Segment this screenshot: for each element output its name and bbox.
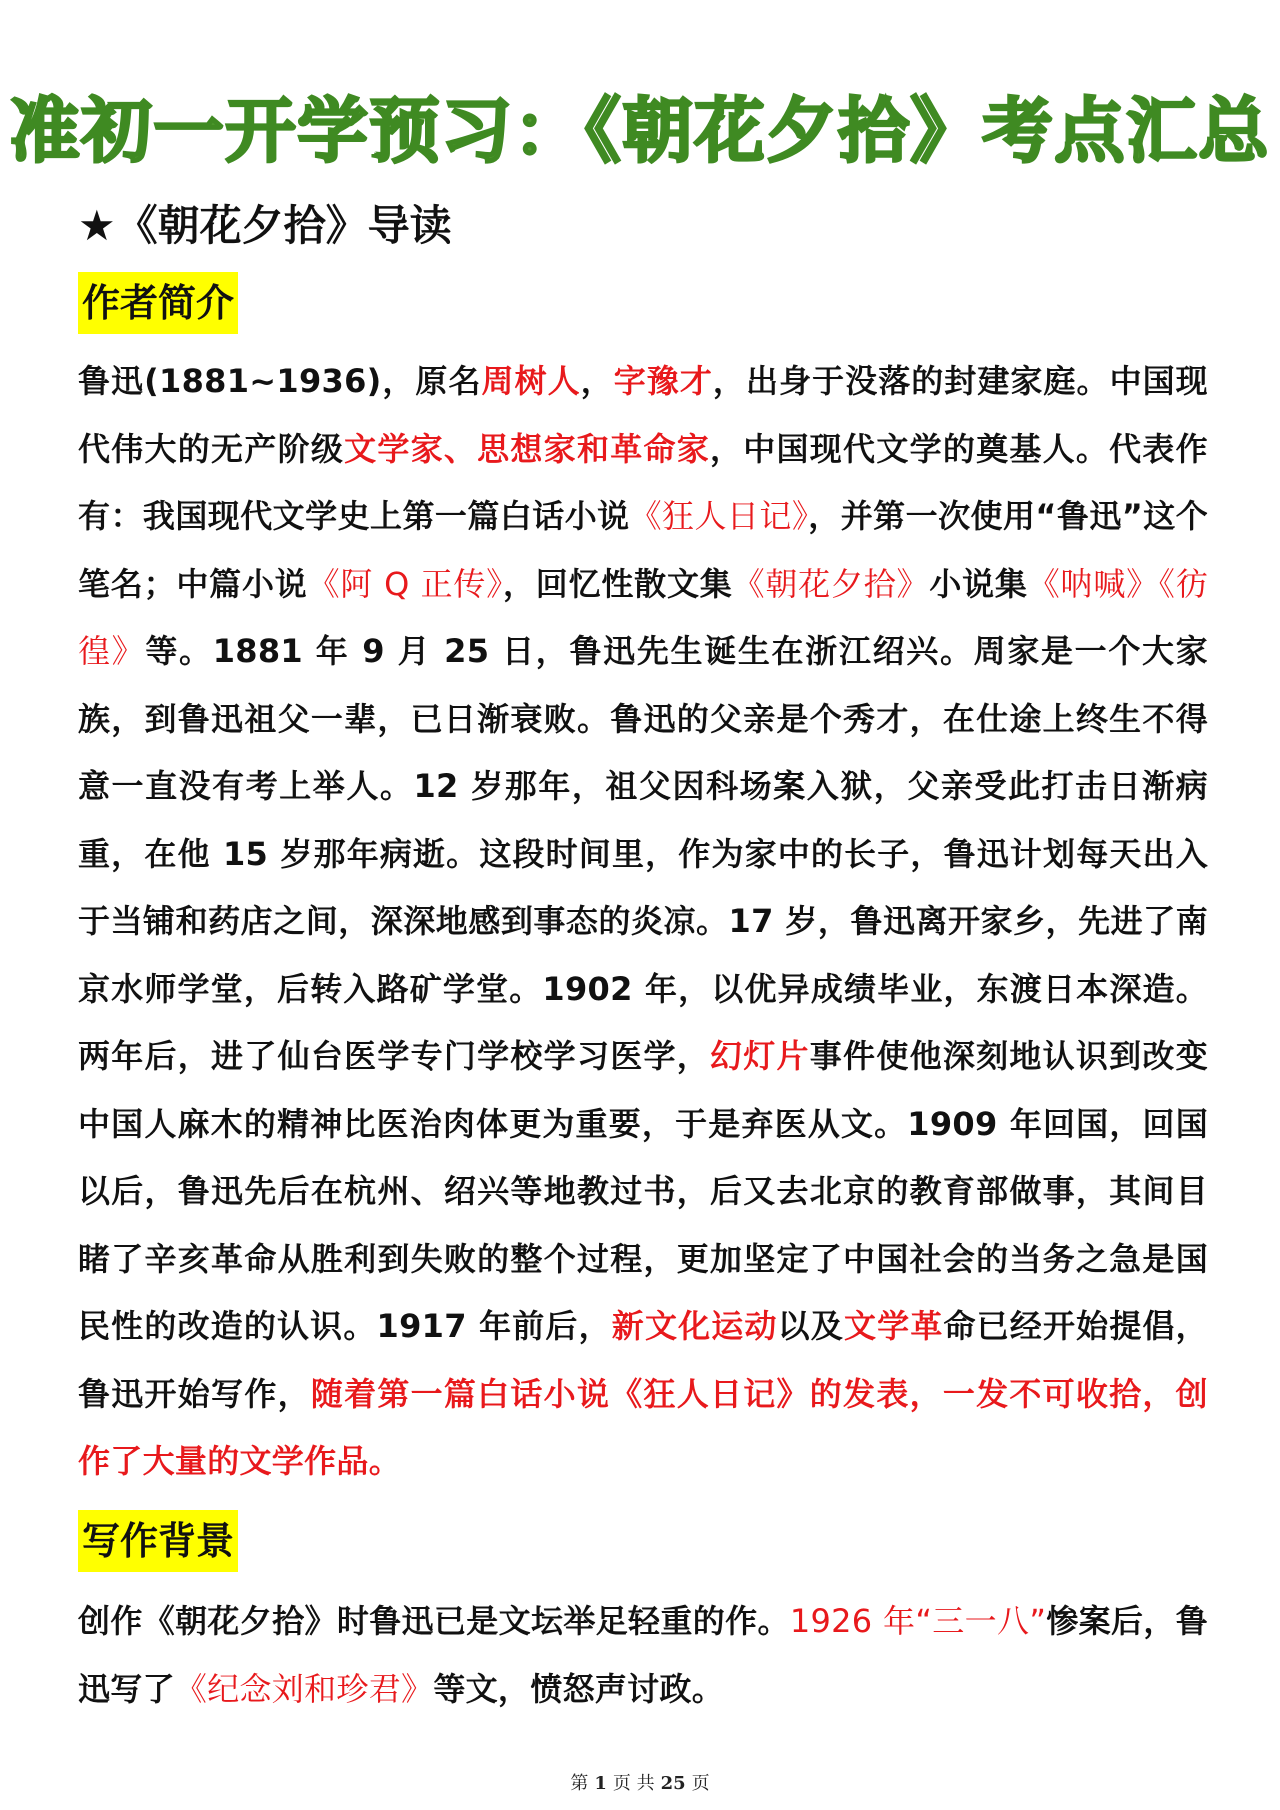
text-segment: 等。1881 年 9 月 25 日，鲁迅先生诞生在浙江绍兴。周家是一个大家族，到鲁迅祖父一辈，已日渐衰败。鲁迅的父亲是个秀才，在仕途上终生不得意一直没有考上举人。12 岁那年，祖父因科场案入狱，父亲受此打击日渐病重，在他 15 岁那年病逝。这段时间里，作为家中的长子，鲁迅计划每天出入于当铺和药店之间，深深地感到事态的炎凉。17 岁，鲁迅离开家乡，先进了南京水师学堂，后转入路矿学堂。1902 年，以优异成绩毕业，东渡日本深造。 两年后，进了仙台医学专门学校学习医学，: [78, 632, 1208, 1075]
red-keyword: 随着第一篇白话小说《狂人日记》的发表，一发不可收拾，创作了大量的文学作品。: [78, 1374, 1208, 1480]
text-segment: ，回忆性散文集: [502, 564, 733, 603]
red-keyword: 《朝花夕拾》: [732, 564, 930, 603]
page-number: 1: [594, 1773, 607, 1794]
page-footer: [0, 1772, 1280, 1796]
red-keyword: 《呐喊》《彷徨》: [78, 564, 1209, 670]
red-keyword: 幻灯片: [710, 1037, 810, 1075]
text-segment: 以及: [777, 1307, 844, 1345]
red-keyword: 文学家、思想家和革命家: [344, 429, 710, 468]
red-keyword: 文学革: [843, 1307, 944, 1345]
text-segment: 小说集: [929, 564, 1028, 603]
red-keyword: 周树人: [481, 362, 581, 400]
text-segment: ，中国现代文学的奠基人。代表作有：我国现代文学史上第一篇白话小说: [78, 429, 1208, 535]
author-intro-heading: 作者简介: [78, 272, 238, 334]
section-heading: ★《朝花夕拾》导读: [78, 201, 452, 250]
text-segment: 惨案后，鲁迅写了: [78, 1602, 1208, 1708]
text-segment: ，并第一次使用“鲁迅”这个笔名；中篇小说: [78, 497, 1208, 603]
text-segment: 鲁迅(1881~1936)，原名: [78, 362, 482, 400]
footer-suffix: 页: [691, 1773, 710, 1794]
text-segment: ，: [580, 362, 614, 400]
red-keyword: 《纪念刘和珍君》: [174, 1669, 434, 1708]
red-keyword: 《狂人日记》: [629, 497, 809, 535]
page-title: 准初一开学预习：《朝花夕拾》考点汇总: [9, 90, 1271, 172]
footer-middle: 页 共: [612, 1773, 655, 1794]
background-heading: 写作背景: [78, 1510, 238, 1572]
red-keyword: 1926 年“三一八”: [789, 1602, 1047, 1640]
author-intro-paragraph: [78, 348, 1208, 1496]
red-keyword: 字豫才: [613, 362, 713, 400]
red-keyword: 《阿 Q 正传》: [307, 564, 503, 603]
text-segment: 创作《朝花夕拾》时鲁迅已是文坛举足轻重的作。: [78, 1602, 790, 1640]
text-segment: 命已经开始提倡，鲁迅开始写作，: [78, 1307, 1208, 1413]
text-segment: 事件使他深刻地认识到改变中国人麻木的精神比医治肉体更为重要，于是弃医从文。1909 年回国，回国以后，鲁迅先后在杭州、绍兴等地教过书，后又去北京的教育部做事，其间目睹了辛亥革命从胜利到失败的整个过程，更加坚定了中国社会的当务之急是国民性的改造的认识。1917 年前后，: [78, 1037, 1208, 1345]
text-segment: ，出身于没落的封建家庭。中国现代伟大的无产阶级: [78, 362, 1208, 468]
text-segment: 等文，愤怒声讨政。: [433, 1669, 725, 1708]
background-paragraph: [78, 1588, 1208, 1723]
page-total: 25: [660, 1773, 686, 1794]
footer-prefix: 第: [570, 1773, 589, 1794]
red-keyword: 新文化运动: [611, 1307, 778, 1345]
